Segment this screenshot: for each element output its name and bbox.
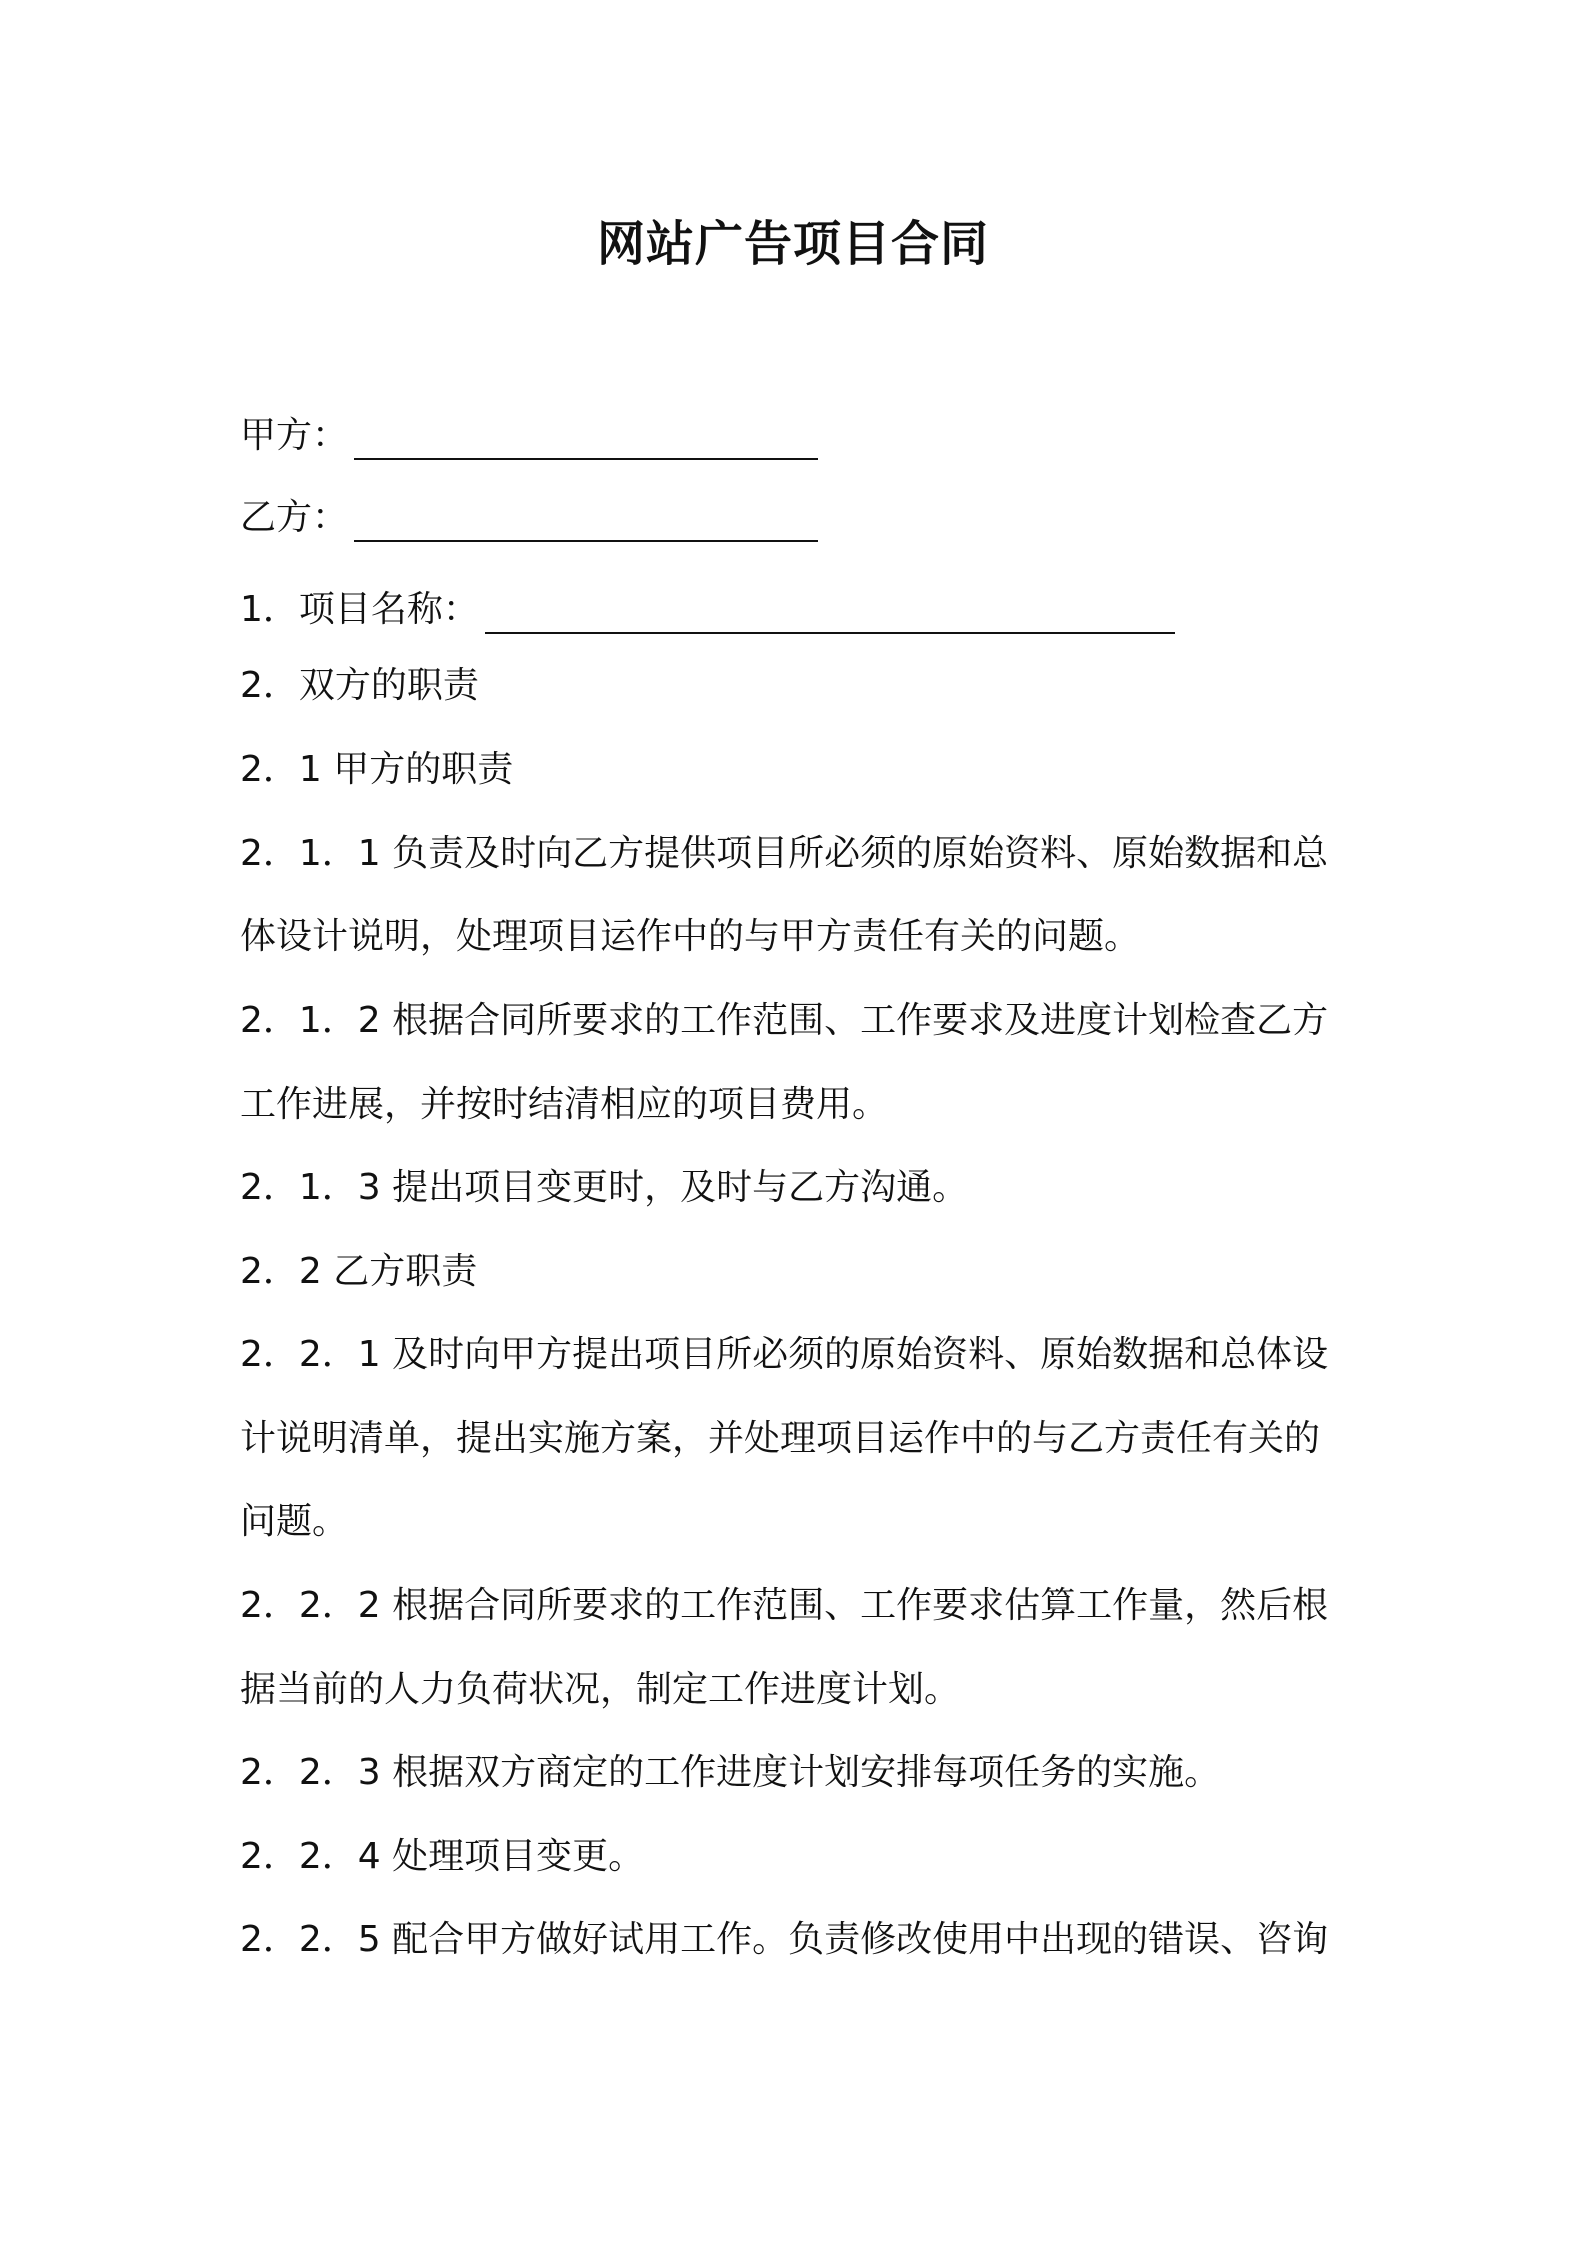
party-b-label: 乙方： — [240, 497, 349, 538]
clause-line: 2．1．1 负责及时向乙方提供项目所必须的原始资料、原始数据和总 — [240, 833, 1329, 874]
clause-line: 2．双方的职责 — [240, 665, 479, 706]
project-name-row — [240, 586, 1360, 634]
clause-line: 2．2 乙方职责 — [240, 1251, 478, 1292]
clause-line: 问题。 — [240, 1501, 349, 1542]
clause-line: 2．2．3 根据双方商定的工作进度计划安排每项任务的实施。 — [240, 1752, 1221, 1793]
clause-line: 体设计说明，处理项目运作中的与甲方责任有关的问题。 — [240, 916, 1141, 957]
clause-line: 2．2．4 处理项目变更。 — [240, 1836, 645, 1877]
party-a-label: 甲方： — [240, 415, 349, 456]
clause-line: 据当前的人力负荷状况，制定工作进度计划。 — [240, 1669, 961, 1710]
party-b-row — [240, 494, 1360, 542]
project-name-blank-line — [485, 596, 1175, 634]
clause-line: 计说明清单，提出实施方案，并处理项目运作中的与乙方责任有关的 — [240, 1418, 1321, 1459]
party-a-blank-line — [354, 422, 818, 460]
clause-line: 2．2．2 根据合同所要求的工作范围、工作要求估算工作量，然后根 — [240, 1585, 1329, 1626]
party-b-blank-line — [354, 504, 818, 542]
party-a-row — [240, 412, 1360, 460]
clause-line: 2．1．2 根据合同所要求的工作范围、工作要求及进度计划检查乙方 — [240, 1000, 1329, 1041]
clause-line: 2．2．1 及时向甲方提出项目所必须的原始资料、原始数据和总体设 — [240, 1334, 1329, 1375]
clause-line: 工作进展，并按时结清相应的项目费用。 — [240, 1084, 889, 1125]
project-name-label: 1．项目名称： — [240, 589, 479, 630]
clause-line: 2．1 甲方的职责 — [240, 749, 514, 790]
document-title: 网站广告项目合同 — [596, 216, 989, 272]
clause-line: 2．2．5 配合甲方做好试用工作。负责修改使用中出现的错误、咨询 — [240, 1919, 1329, 1960]
clause-line: 2．1．3 提出项目变更时，及时与乙方沟通。 — [240, 1167, 969, 1208]
